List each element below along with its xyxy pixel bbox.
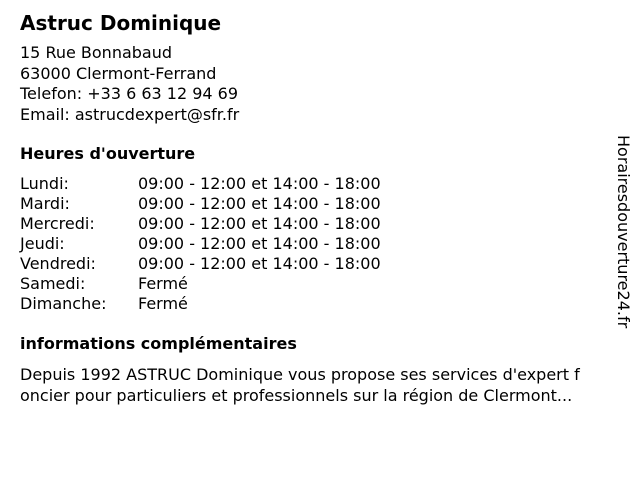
hours-row [20, 214, 381, 234]
hours-time: 09:00 - 12:00 et 14:00 - 18:00 [138, 174, 381, 193]
hours-row [20, 234, 381, 254]
description-line: Depuis 1992 ASTRUC Dominique vous propose ses services d'expert f [20, 365, 580, 384]
business-name: Astruc Dominique [20, 11, 222, 35]
hours-day: Samedi: [20, 274, 86, 293]
hours-row [20, 174, 381, 194]
city-postcode: 63000 Clermont-Ferrand [20, 63, 217, 83]
hours-day: Lundi: [20, 174, 69, 193]
address-block [20, 43, 239, 125]
site-watermark: Horairesdouverture24.fr [614, 135, 633, 329]
hours-time: 09:00 - 12:00 et 14:00 - 18:00 [138, 214, 381, 233]
opening-hours-list [20, 174, 381, 314]
hours-row [20, 274, 381, 294]
opening-hours-heading: Heures d'ouverture [20, 144, 196, 163]
hours-day: Dimanche: [20, 294, 107, 313]
hours-time: 09:00 - 12:00 et 14:00 - 18:00 [138, 194, 381, 213]
hours-row [20, 254, 381, 274]
phone-number: Telefon: +33 6 63 12 94 69 [20, 84, 239, 103]
business-description [20, 364, 630, 406]
hours-time: 09:00 - 12:00 et 14:00 - 18:00 [138, 234, 381, 253]
hours-day: Mardi: [20, 194, 70, 213]
additional-info-heading: informations complémentaires [20, 334, 297, 353]
hours-time: Fermé [138, 294, 188, 313]
hours-day: Vendredi: [20, 254, 96, 273]
hours-time: Fermé [138, 274, 188, 293]
street-address: 15 Rue Bonnabaud [20, 43, 173, 62]
hours-day: Mercredi: [20, 214, 95, 233]
hours-time: 09:00 - 12:00 et 14:00 - 18:00 [138, 254, 381, 273]
email-address: Email: astrucdexpert@sfr.fr [20, 104, 240, 124]
hours-row [20, 194, 381, 214]
description-line: oncier pour particuliers et professionnels sur la région de Clermont... [20, 386, 573, 405]
hours-row [20, 294, 381, 314]
hours-day: Jeudi: [20, 234, 65, 253]
